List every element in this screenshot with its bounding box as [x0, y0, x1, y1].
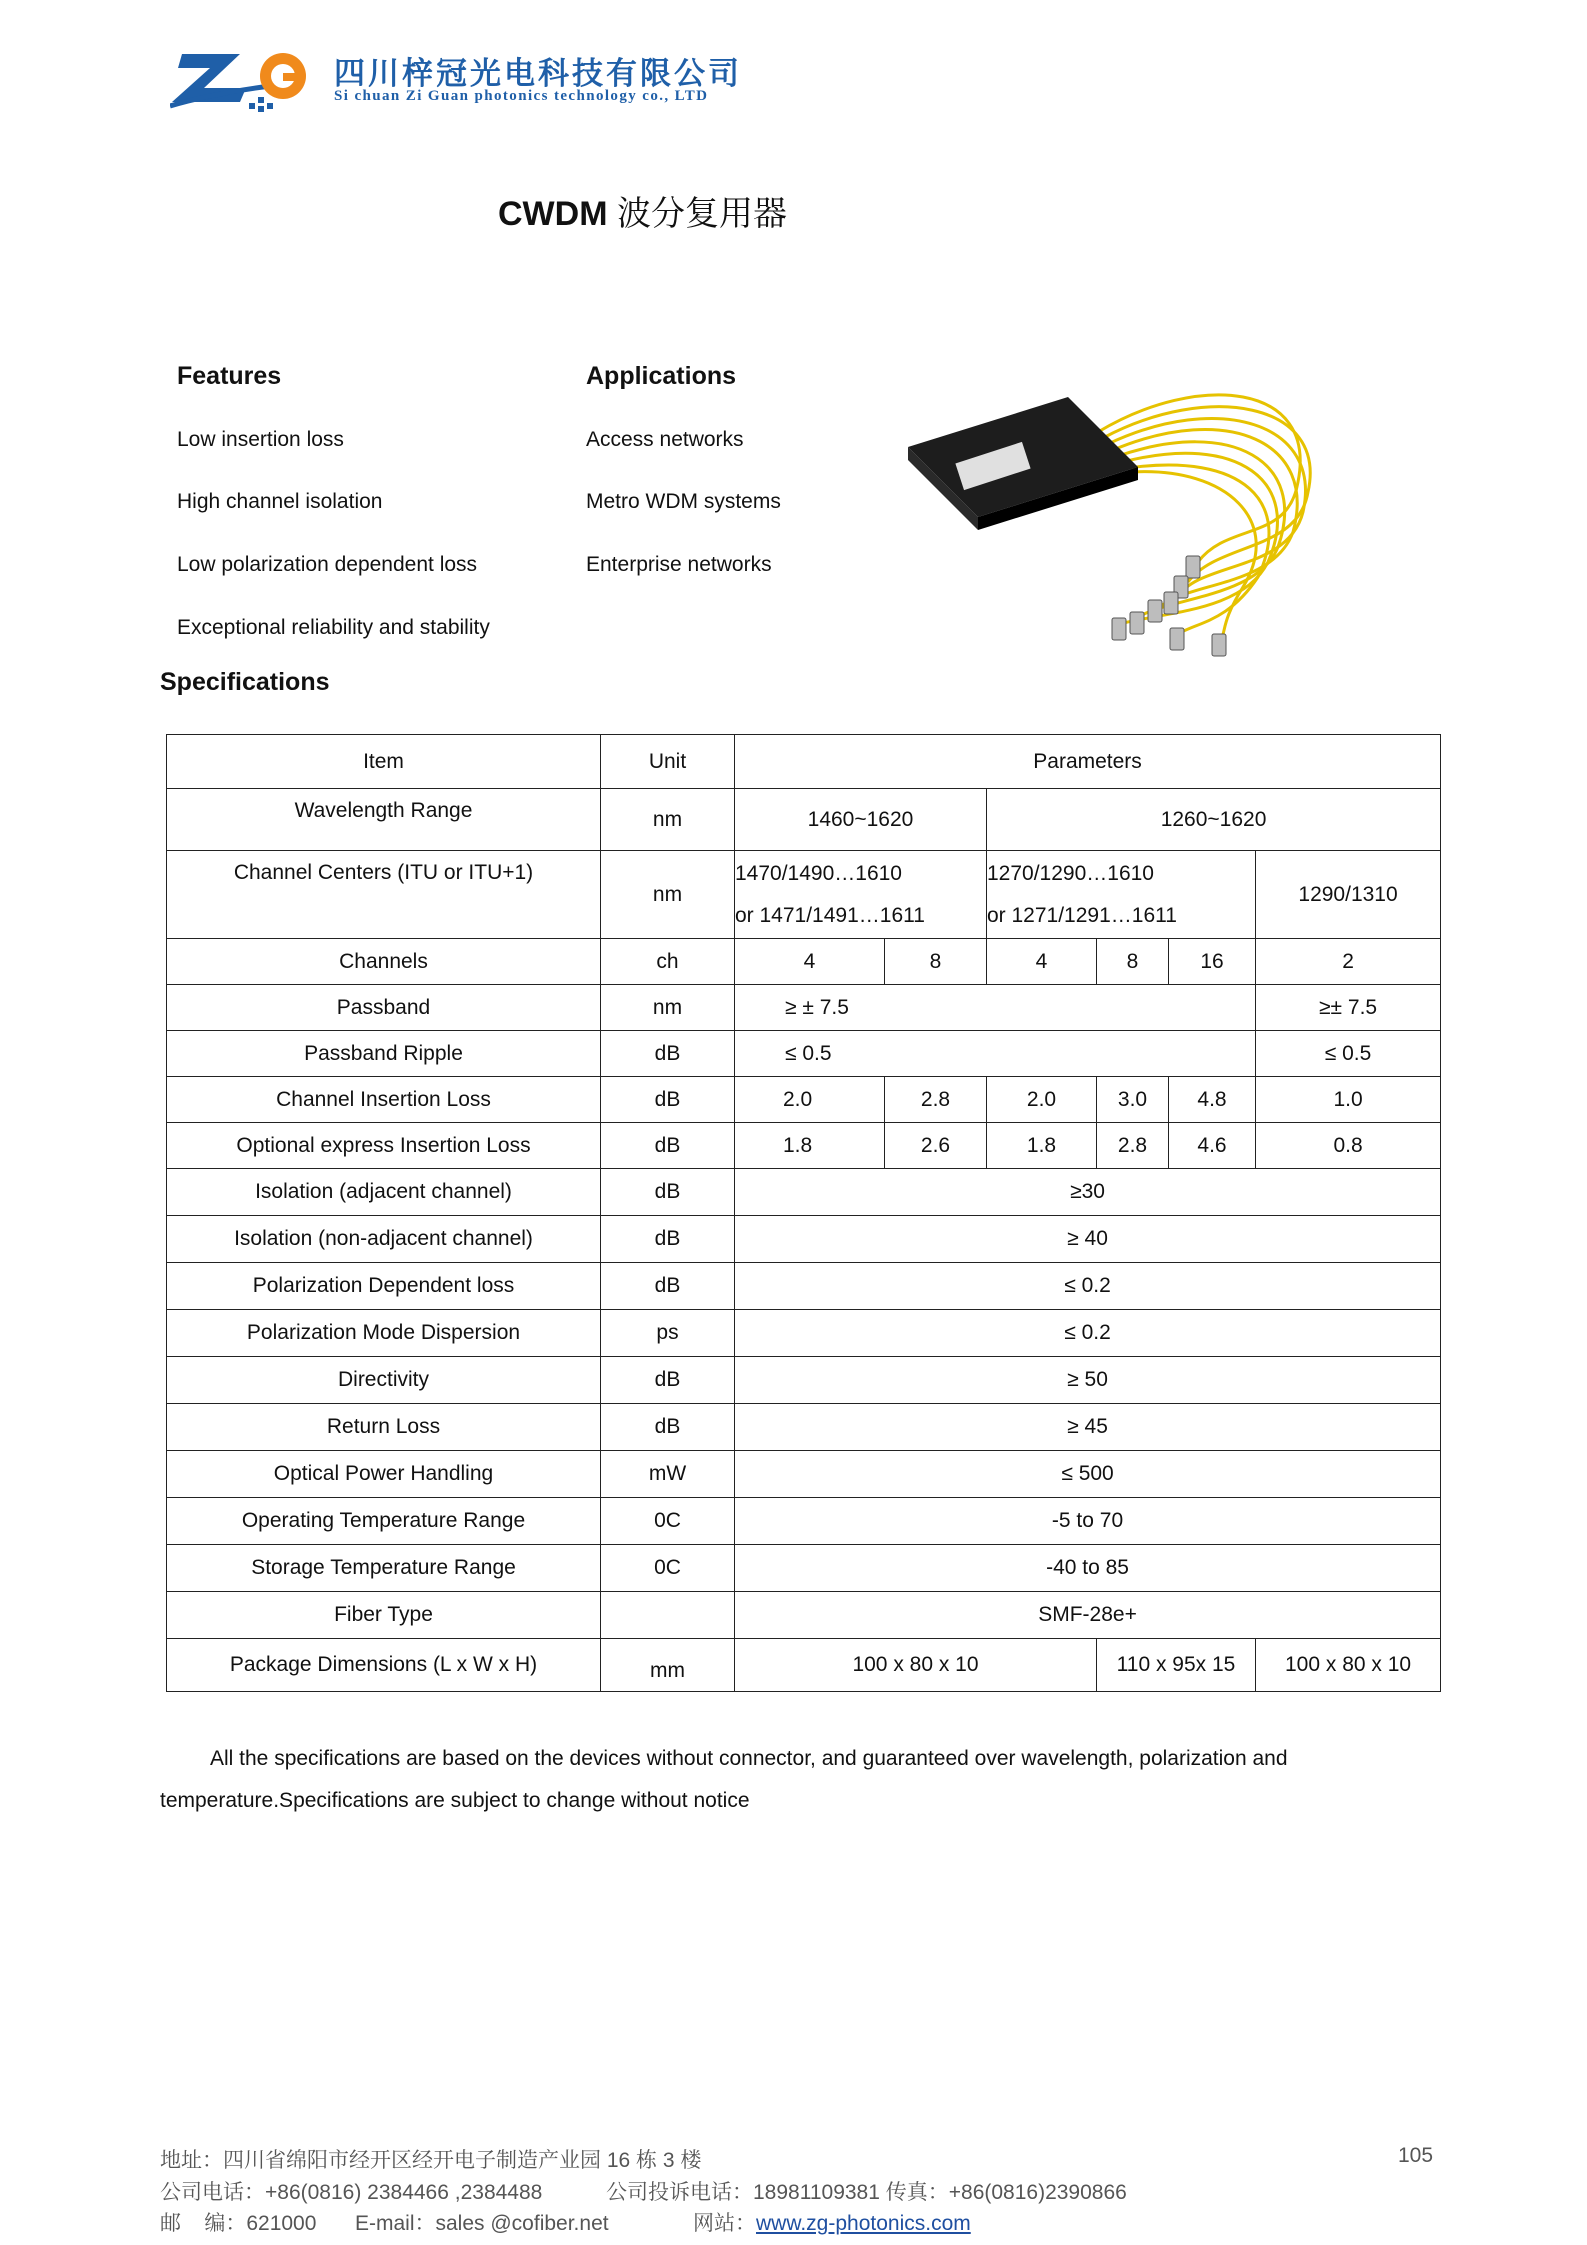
item-cell: Optical Power Handling: [167, 1451, 601, 1498]
value-cell: 0.8: [1256, 1123, 1441, 1169]
value-cell: 4.8: [1169, 1077, 1256, 1123]
unit-cell: dB: [601, 1031, 735, 1077]
value-line: or 1271/1291…1611: [987, 903, 1177, 927]
title-en: CWDM: [498, 195, 608, 233]
unit-cell: dB: [601, 1404, 735, 1451]
header-cell: Item: [167, 735, 601, 789]
title-cn: 波分复用器: [616, 195, 787, 233]
table-row: [167, 1031, 1441, 1077]
company-name-en: Si chuan Zi Guan photonics technology co., LTD: [334, 88, 709, 104]
value-cell: [735, 851, 987, 939]
feature-item: Exceptional reliability and stability: [177, 616, 490, 639]
unit-cell: nm: [601, 851, 735, 939]
table-row: [167, 789, 1441, 851]
value-cell: 2.8: [885, 1077, 987, 1123]
unit-cell: 0C: [601, 1545, 735, 1592]
item-cell: Storage Temperature Range: [167, 1545, 601, 1592]
item-cell: Directivity: [167, 1357, 601, 1404]
unit-cell: [601, 1592, 735, 1639]
item-cell: Return Loss: [167, 1404, 601, 1451]
item-cell: Polarization Dependent loss: [167, 1263, 601, 1310]
website-label: 网站：: [693, 2212, 756, 2235]
value-cell: 2.6: [885, 1123, 987, 1169]
features-heading: Features: [177, 362, 282, 390]
value-cell: 1.0: [1256, 1077, 1441, 1123]
applications-heading: Applications: [586, 362, 737, 390]
value-cell: ≥ 40: [735, 1216, 1441, 1263]
value-cell: SMF-28e+: [735, 1592, 1441, 1639]
footer-phone: 公司电话：+86(0816) 2384466 ,2384488: [160, 2181, 543, 2204]
item-cell: Passband Ripple: [167, 1031, 601, 1077]
value-line: 1470/1490…1610: [735, 861, 902, 885]
item-cell: Package Dimensions (L x W x H): [167, 1639, 601, 1692]
value-cell: 3.0: [1097, 1077, 1169, 1123]
table-row: [167, 1263, 1441, 1310]
item-cell: Wavelength Range: [167, 789, 601, 851]
value-cell: 1260~1620: [987, 789, 1441, 851]
value-cell: ≥ 45: [735, 1404, 1441, 1451]
footer-complaint-phone: 公司投诉电话：18981109381 传真：+86(0816)2390866: [606, 2181, 1127, 2204]
header-cell: Parameters: [735, 735, 1441, 789]
table-row: [167, 851, 1441, 939]
note-line: temperature.Specifications are subject to change without notice: [160, 1789, 750, 1812]
value-cell: -40 to 85: [735, 1545, 1441, 1592]
item-cell: Passband: [167, 985, 601, 1031]
table-row: [167, 1310, 1441, 1357]
specifications-table: [166, 734, 1441, 1692]
table-row: [167, 1451, 1441, 1498]
value-cell: 100 x 80 x 10: [1256, 1639, 1441, 1692]
value-cell: ≤ 0.5: [735, 1031, 1256, 1077]
item-cell: Fiber Type: [167, 1592, 601, 1639]
unit-cell: mm: [601, 1639, 735, 1692]
zg-logo-mark: [170, 53, 306, 112]
application-item: Metro WDM systems: [586, 490, 781, 513]
table-header-row: [167, 735, 1441, 789]
value-cell: ≤ 0.2: [735, 1263, 1441, 1310]
company-name-cn: 四川梓冠光电科技有限公司: [334, 56, 742, 91]
table-row: [167, 1639, 1441, 1692]
value-cell: ≥30: [735, 1169, 1441, 1216]
value-line: or 1471/1491…1611: [735, 903, 925, 927]
item-cell: Isolation (adjacent channel): [167, 1169, 601, 1216]
unit-cell: nm: [601, 789, 735, 851]
page-number: 105: [1398, 2144, 1434, 2167]
table-row: [167, 1592, 1441, 1639]
footer-website: [693, 2207, 971, 2237]
value-cell: -5 to 70: [735, 1498, 1441, 1545]
value-cell: ≥± 7.5: [1256, 985, 1441, 1031]
value-cell: ≤ 0.2: [735, 1310, 1441, 1357]
value-line: 1270/1290…1610: [987, 861, 1154, 885]
item-cell: Polarization Mode Dispersion: [167, 1310, 601, 1357]
table-row: [167, 1216, 1441, 1263]
value-cell: [987, 851, 1256, 939]
footer-address: 地址：四川省绵阳市经开区经开电子制造产业园 16 栋 3 楼: [160, 2149, 702, 2172]
value-cell: 1.8: [987, 1123, 1097, 1169]
note-line: All the specifications are based on the devices without connector, and guaranteed over wavelength, polarization and: [210, 1747, 1288, 1770]
unit-cell: dB: [601, 1077, 735, 1123]
feature-item: Low polarization dependent loss: [177, 553, 478, 576]
unit-cell: dB: [601, 1169, 735, 1216]
value-cell: 4.6: [1169, 1123, 1256, 1169]
header-cell: Unit: [601, 735, 735, 789]
table-row: [167, 1077, 1441, 1123]
value-cell: ≤ 500: [735, 1451, 1441, 1498]
item-cell: Isolation (non-adjacent channel): [167, 1216, 601, 1263]
table-row: [167, 1357, 1441, 1404]
value-cell: 8: [885, 939, 987, 985]
value-cell: 1290/1310: [1256, 851, 1441, 939]
footer-postcode: 邮 编：621000: [160, 2212, 317, 2235]
unit-cell: ps: [601, 1310, 735, 1357]
application-item: Access networks: [586, 428, 744, 451]
item-cell: Optional express Insertion Loss: [167, 1123, 601, 1169]
value-cell: ≥ ± 7.5: [735, 985, 1256, 1031]
value-cell: 16: [1169, 939, 1256, 985]
website-link[interactable]: www.zg-photonics.com: [756, 2212, 971, 2235]
value-cell: 2: [1256, 939, 1441, 985]
value-cell: ≥ 50: [735, 1357, 1441, 1404]
unit-cell: ch: [601, 939, 735, 985]
table-row: [167, 1169, 1441, 1216]
page-title: [498, 186, 787, 235]
unit-cell: dB: [601, 1123, 735, 1169]
value-cell: ≤ 0.5: [1256, 1031, 1441, 1077]
value-cell: 2.0: [987, 1077, 1097, 1123]
specifications-note: [160, 1738, 1420, 1822]
value-cell: 2.8: [1097, 1123, 1169, 1169]
unit-cell: nm: [601, 985, 735, 1031]
unit-cell: dB: [601, 1263, 735, 1310]
value-cell: 2.0: [735, 1077, 885, 1123]
value-cell: 100 x 80 x 10: [735, 1639, 1097, 1692]
feature-item: Low insertion loss: [177, 428, 344, 451]
unit-cell: mW: [601, 1451, 735, 1498]
item-cell: Channel Insertion Loss: [167, 1077, 601, 1123]
value-cell: 110 x 95x 15: [1097, 1639, 1256, 1692]
value-cell: 4: [735, 939, 885, 985]
table-row: [167, 1404, 1441, 1451]
item-cell: Operating Temperature Range: [167, 1498, 601, 1545]
footer-email: E-mail：sales @cofiber.net: [355, 2212, 609, 2235]
value-cell: 8: [1097, 939, 1169, 985]
feature-item: High channel isolation: [177, 490, 383, 513]
value-cell: 1.8: [735, 1123, 885, 1169]
table-row: [167, 1545, 1441, 1592]
table-row: [167, 1498, 1441, 1545]
table-row: [167, 1123, 1441, 1169]
table-row: [167, 939, 1441, 985]
specifications-heading: Specifications: [160, 668, 330, 696]
unit-cell: 0C: [601, 1498, 735, 1545]
value-cell: 4: [987, 939, 1097, 985]
table-row: [167, 985, 1441, 1031]
unit-cell: dB: [601, 1357, 735, 1404]
item-cell: Channels: [167, 939, 601, 985]
value-cell: 1460~1620: [735, 789, 987, 851]
cwdm-module-image: [898, 372, 1338, 672]
unit-cell: dB: [601, 1216, 735, 1263]
item-cell: Channel Centers (ITU or ITU+1): [167, 851, 601, 939]
application-item: Enterprise networks: [586, 553, 772, 576]
